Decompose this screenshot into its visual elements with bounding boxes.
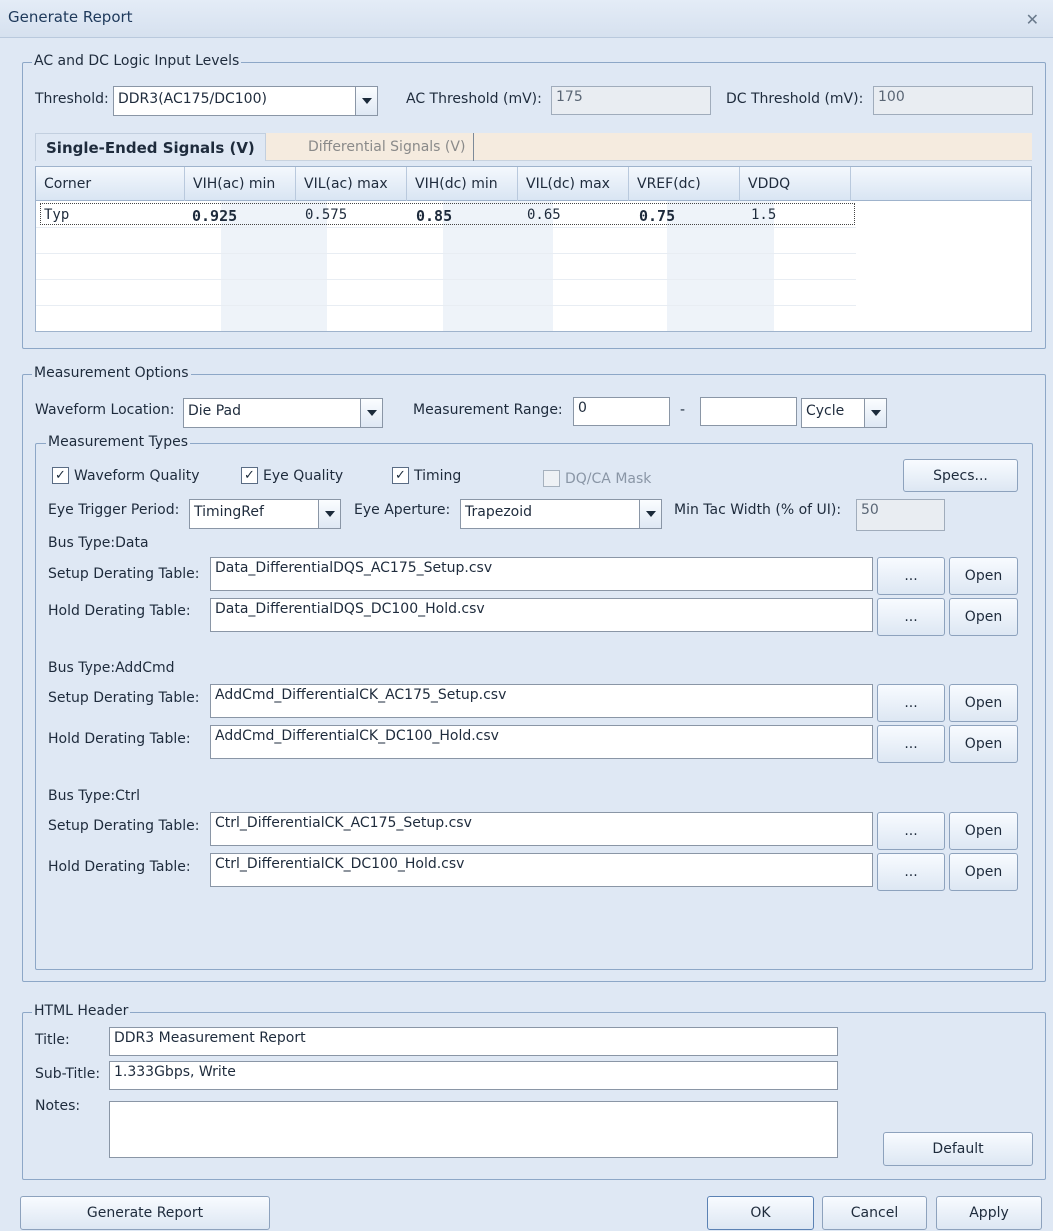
tab-differential[interactable]: Differential Signals (V) xyxy=(300,133,474,161)
cell-vil-dc[interactable]: 0.65 xyxy=(527,207,561,223)
ctrl-hold-browse-button[interactable]: ... xyxy=(877,853,945,891)
cell-vih-dc[interactable]: 0.85 xyxy=(416,207,453,225)
eye-trigger-value: TimingRef xyxy=(194,504,264,520)
range-dash: - xyxy=(680,402,686,418)
waveform-quality-label: Waveform Quality xyxy=(74,467,200,484)
waveform-location-value: Die Pad xyxy=(188,403,242,419)
hold-derating-label: Hold Derating Table: xyxy=(48,603,191,619)
dq-ca-mask-checkbox xyxy=(543,470,651,487)
waveform-location-combo[interactable] xyxy=(183,398,383,428)
eye-aperture-combo[interactable] xyxy=(460,499,662,529)
report-subtitle-input[interactable]: 1.333Gbps, Write xyxy=(109,1061,838,1090)
range-unit-value: Cycle xyxy=(806,403,845,419)
range-from-input[interactable]: 0 xyxy=(573,397,670,426)
grid-header xyxy=(36,167,1031,201)
data-setup-browse-button[interactable]: ... xyxy=(877,557,945,595)
chevron-down-icon[interactable] xyxy=(355,87,377,115)
col-vil-ac[interactable]: VIL(ac) max xyxy=(296,167,407,201)
checkbox-box xyxy=(543,470,560,487)
ctrl-setup-field[interactable]: Ctrl_DifferentialCK_AC175_Setup.csv xyxy=(210,812,873,846)
threshold-value: DDR3(AC175/DC100) xyxy=(118,91,267,107)
col-vih-dc[interactable]: VIH(dc) min xyxy=(407,167,518,201)
timing-label: Timing xyxy=(414,467,462,484)
addcmd-hold-open-button[interactable]: Open xyxy=(949,725,1018,763)
ctrl-hold-field[interactable]: Ctrl_DifferentialCK_DC100_Hold.csv xyxy=(210,853,873,887)
data-hold-browse-button[interactable]: ... xyxy=(877,598,945,636)
notes-label: Notes: xyxy=(35,1098,81,1114)
levels-grid[interactable] xyxy=(35,166,1032,332)
cancel-button[interactable]: Cancel xyxy=(822,1196,927,1230)
eye-aperture-label: Eye Aperture: xyxy=(354,502,451,518)
dc-threshold-field: 100 xyxy=(873,86,1033,115)
setup-derating-label: Setup Derating Table: xyxy=(48,818,200,834)
col-vref-dc[interactable]: VREF(dc) xyxy=(629,167,740,201)
chevron-down-icon[interactable] xyxy=(864,399,886,427)
addcmd-hold-field[interactable]: AddCmd_DifferentialCK_DC100_Hold.csv xyxy=(210,725,873,759)
title-label: Title: xyxy=(35,1032,70,1048)
cell-vil-ac[interactable]: 0.575 xyxy=(305,207,348,223)
cell-vih-ac[interactable]: 0.925 xyxy=(192,207,238,225)
generate-report-button[interactable]: Generate Report xyxy=(20,1196,270,1230)
min-tac-field: 50 xyxy=(856,499,945,531)
data-setup-field[interactable]: Data_DifferentialDQS_AC175_Setup.csv xyxy=(210,557,873,591)
chevron-down-icon[interactable] xyxy=(318,500,340,528)
threshold-label: Threshold: xyxy=(35,91,109,107)
check-icon: ✓ xyxy=(392,467,409,484)
signal-tabstrip xyxy=(35,133,1032,161)
waveform-quality-checkbox[interactable] xyxy=(52,467,200,484)
ac-dc-legend: AC and DC Logic Input Levels xyxy=(34,53,240,69)
col-corner[interactable]: Corner xyxy=(36,167,185,201)
addcmd-setup-field[interactable]: AddCmd_DifferentialCK_AC175_Setup.csv xyxy=(210,684,873,718)
measurement-range-label: Measurement Range: xyxy=(413,402,563,418)
range-to-input[interactable] xyxy=(700,397,797,426)
eye-aperture-value: Trapezoid xyxy=(465,504,533,520)
ac-threshold-field: 175 xyxy=(551,86,711,115)
check-icon: ✓ xyxy=(52,467,69,484)
notes-textarea[interactable] xyxy=(109,1101,838,1158)
col-vil-dc[interactable]: VIL(dc) max xyxy=(518,167,629,201)
hold-derating-label: Hold Derating Table: xyxy=(48,859,191,875)
data-hold-open-button[interactable]: Open xyxy=(949,598,1018,636)
title-bar xyxy=(0,0,1053,38)
apply-button[interactable]: Apply xyxy=(936,1196,1042,1230)
addcmd-setup-open-button[interactable]: Open xyxy=(949,684,1018,722)
bus-type-ctrl-label: Bus Type:Ctrl xyxy=(48,788,141,804)
measurement-types-legend: Measurement Types xyxy=(48,434,189,450)
setup-derating-label: Setup Derating Table: xyxy=(48,566,200,582)
eye-trigger-combo[interactable] xyxy=(189,499,341,529)
window-title: Generate Report xyxy=(8,8,133,26)
waveform-location-label: Waveform Location: xyxy=(35,402,175,418)
setup-derating-label: Setup Derating Table: xyxy=(48,690,200,706)
cell-corner[interactable]: Typ xyxy=(44,207,70,223)
hold-derating-label: Hold Derating Table: xyxy=(48,731,191,747)
timing-checkbox[interactable] xyxy=(392,467,461,484)
chevron-down-icon[interactable] xyxy=(639,500,661,528)
ctrl-setup-open-button[interactable]: Open xyxy=(949,812,1018,850)
threshold-combo[interactable] xyxy=(113,86,378,116)
min-tac-label: Min Tac Width (% of UI): xyxy=(674,502,842,518)
col-vih-ac[interactable]: VIH(ac) min xyxy=(185,167,296,201)
range-unit-combo[interactable] xyxy=(801,398,887,428)
bus-type-data-label: Bus Type:Data xyxy=(48,535,149,551)
dq-ca-mask-label: DQ/CA Mask xyxy=(565,470,652,487)
ac-threshold-label: AC Threshold (mV): xyxy=(406,91,542,107)
dc-threshold-label: DC Threshold (mV): xyxy=(726,91,864,107)
cell-vref-dc[interactable]: 0.75 xyxy=(639,207,676,225)
col-vddq[interactable]: VDDQ xyxy=(740,167,851,201)
ok-button[interactable]: OK xyxy=(707,1196,814,1230)
tab-single-ended[interactable]: Single-Ended Signals (V) xyxy=(35,133,266,161)
subtitle-label: Sub-Title: xyxy=(35,1066,101,1082)
eye-quality-checkbox[interactable] xyxy=(241,467,343,484)
measurement-options-legend: Measurement Options xyxy=(34,365,189,381)
default-button[interactable]: Default xyxy=(883,1132,1033,1166)
close-icon[interactable]: ✕ xyxy=(1025,10,1039,29)
addcmd-setup-browse-button[interactable]: ... xyxy=(877,684,945,722)
html-header-legend: HTML Header xyxy=(34,1003,129,1019)
addcmd-hold-browse-button[interactable]: ... xyxy=(877,725,945,763)
eye-trigger-label: Eye Trigger Period: xyxy=(48,502,180,518)
bus-type-addcmd-label: Bus Type:AddCmd xyxy=(48,660,175,676)
eye-quality-label: Eye Quality xyxy=(263,467,344,484)
data-hold-field[interactable]: Data_DifferentialDQS_DC100_Hold.csv xyxy=(210,598,873,632)
data-setup-open-button[interactable]: Open xyxy=(949,557,1018,595)
cell-vddq[interactable]: 1.5 xyxy=(751,207,777,223)
chevron-down-icon[interactable] xyxy=(360,399,382,427)
ctrl-setup-browse-button[interactable]: ... xyxy=(877,812,945,850)
check-icon: ✓ xyxy=(241,467,258,484)
report-title-input[interactable]: DDR3 Measurement Report xyxy=(109,1027,838,1056)
specs-button[interactable]: Specs... xyxy=(903,459,1018,492)
ctrl-hold-open-button[interactable]: Open xyxy=(949,853,1018,891)
